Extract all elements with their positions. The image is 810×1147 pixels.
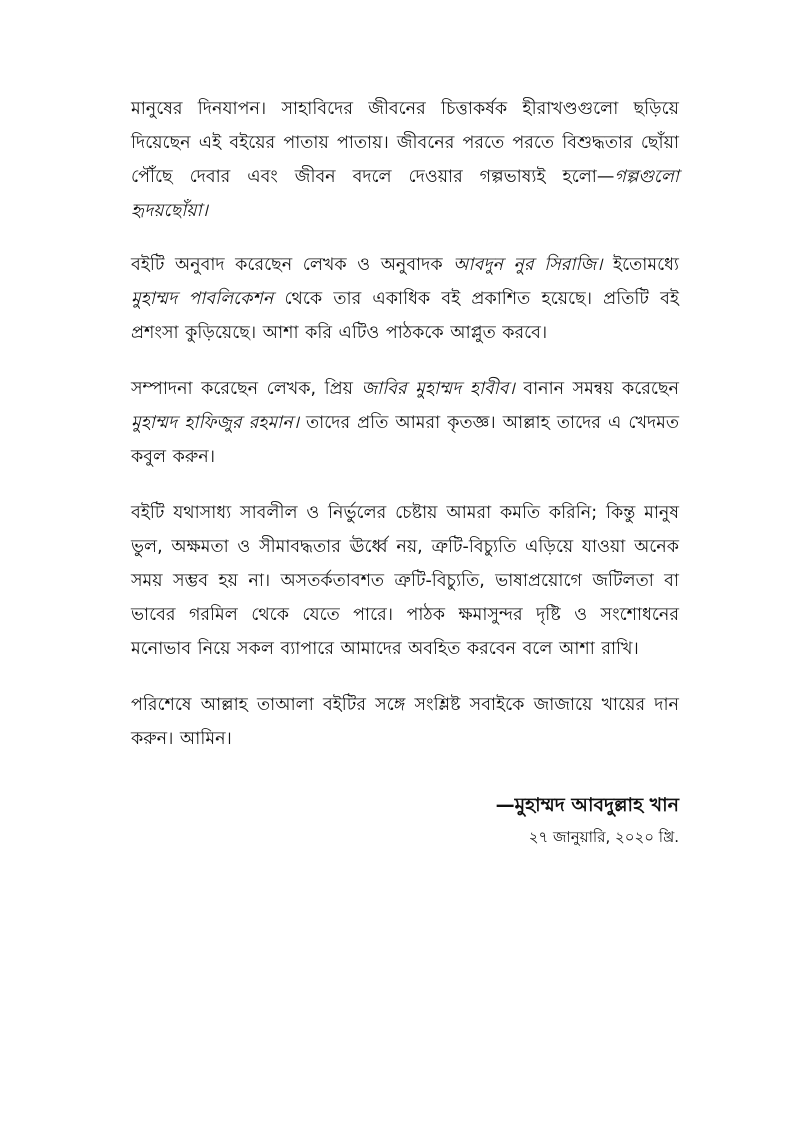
- paragraph-text: বইটি যথাসাধ্য সাবলীল ও নির্ভুলের চেষ্টায় আমরা কমতি করিনি; কিন্তু মানুষ ভুল, অক্ষমতা ও সীমাবদ্ধতার ঊর্ধ্বে নয়, ত্রুটি-বিচ্যুতি এড়িয়ে যাওয়া অনেক সময় সম্ভব হয় না। অসতর্কতাবশত ত্রুটি-বিচ্যুতি, ভাষাপ্রয়োগে জটিলতা বা ভাবের গরমিল থেকে যেতে পারে। পাঠক ক্ষমাসুন্দর দৃষ্টি ও সংশোধনের মনোভাব নিয়ে সকল ব্যাপারে আমাদের অবহিত করবেন বলে আশা রাখি।: [131, 503, 679, 659]
- signature-name: —মুহাম্মদ আবদুল্লাহ খান: [495, 794, 679, 816]
- paragraph-text: বইটি অনুবাদ করেছেন লেখক ও অনুবাদক: [131, 255, 454, 275]
- paragraph-intro: [131, 92, 679, 228]
- paragraph-closing: [131, 688, 679, 756]
- signature-block: [496, 790, 679, 850]
- paragraph-translator: [131, 248, 679, 350]
- paragraph-text: থেকে তার একাধিক বই প্রকাশিত হয়েছে। প্রতিটি বই প্রশংসা কুড়িয়েছে। আশা করি এটিও পাঠককে আপ্লুত করবে।: [131, 289, 679, 343]
- emphasis-title: গল্পগুলো হৃদয়ছোঁয়া।: [131, 167, 679, 221]
- document-body: [131, 92, 679, 778]
- paragraph-text: বানান সমন্বয় করেছেন: [514, 379, 679, 399]
- paragraph-text: পরিশেষে আল্লাহ তাআলা বইটির সঙ্গে সংশ্লিষ্ট সবাইকে জাজায়ে খায়ের দান করুন। আমিন।: [131, 695, 679, 749]
- translator-name: আবদুন নুর সিরাজি।: [453, 255, 603, 275]
- proofreader-name: মুহাম্মদ হাফিজুর রহমান।: [131, 413, 299, 433]
- paragraph-text: ইতোমধ্যে: [602, 255, 679, 275]
- publisher-name: মুহাম্মদ পাবলিকেশন: [131, 289, 274, 309]
- signature-date: ২৭ জানুয়ারি, ২০২০ খ্রি.: [528, 828, 679, 846]
- paragraph-errata: [131, 496, 679, 666]
- editor-name: জাবির মুহাম্মদ হাবীব।: [361, 379, 515, 399]
- paragraph-text: মানুষের দিনযাপন। সাহাবিদের জীবনের চিত্তাকর্ষক হীরাখণ্ডগুলো ছড়িয়ে দিয়েছেন এই বইয়ের পাতায় পাতায়। জীবনের পরতে পরতে বিশুদ্ধতার ছোঁয়া পৌঁছে দেবার এবং জীবন বদলে দেওয়ার গল্পভাষ্যই হলো—: [131, 99, 679, 187]
- paragraph-text: সম্পাদনা করেছেন লেখক, প্রিয়: [131, 379, 362, 399]
- paragraph-editor: [131, 372, 679, 474]
- paragraph-text: তাদের প্রতি আমরা কৃতজ্ঞ। আল্লাহ তাদের এ খেদমত কবুল করুন।: [131, 413, 679, 467]
